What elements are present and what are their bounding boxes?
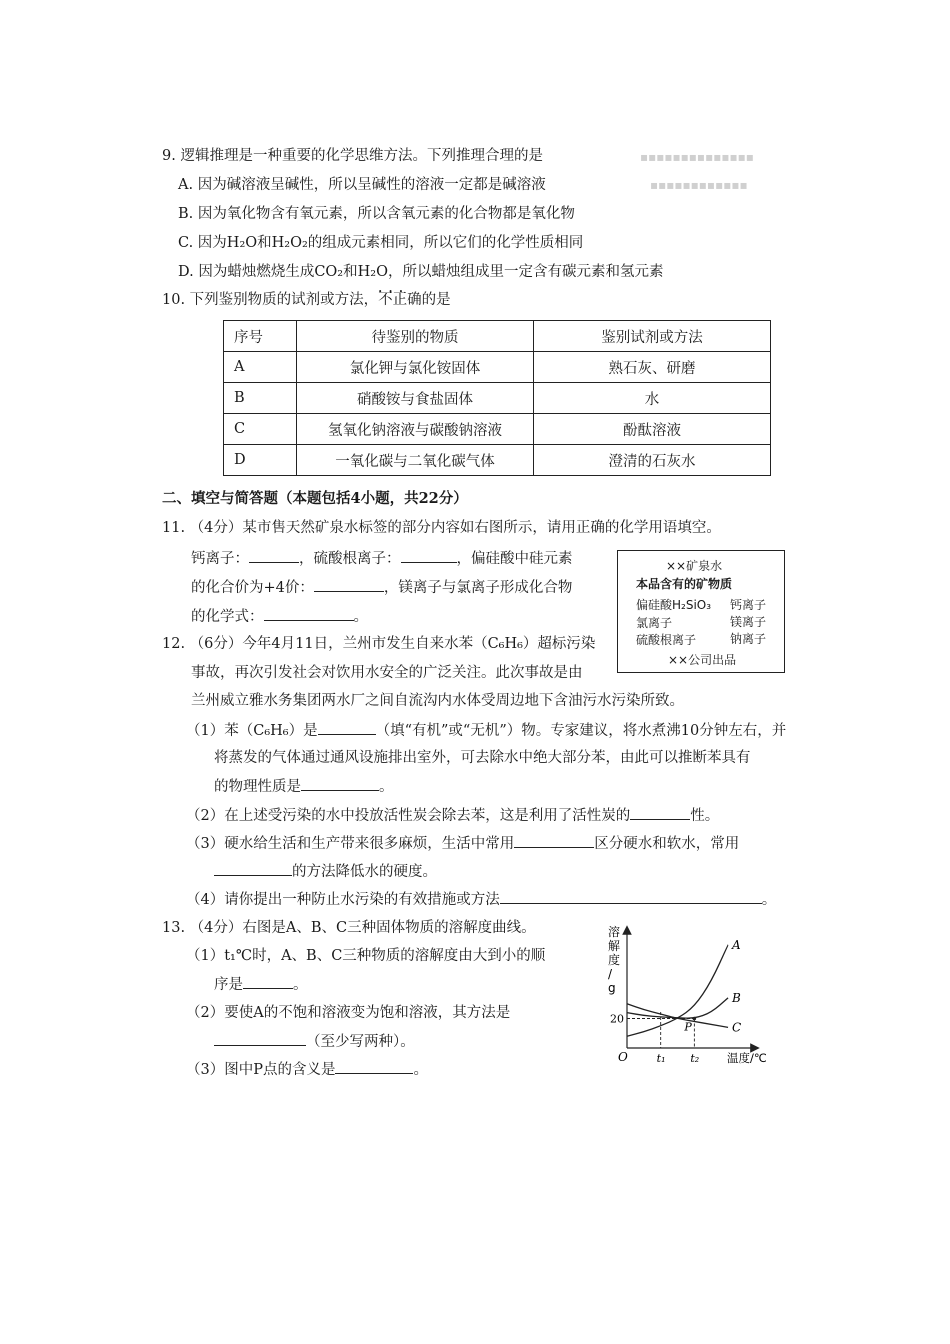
x-tick-label-t1: t₁	[656, 1052, 666, 1065]
table-cell: 酚酞溶液	[534, 414, 771, 445]
answer-blank[interactable]	[264, 606, 354, 621]
q12-part1	[186, 720, 786, 741]
q13-part1: （1）t₁℃时，A、B、C三种物质的溶解度由大到小的顺	[186, 948, 546, 964]
label-footer: ××公司出品	[668, 653, 737, 667]
answer-blank[interactable]	[214, 861, 292, 876]
q11-line3	[191, 606, 368, 627]
x-axis-label: 温度/℃	[727, 1051, 767, 1065]
q13-part2-cont	[214, 1031, 415, 1052]
table-cell: 硝酸铵与食盐固体	[297, 383, 534, 414]
table-cell: A	[224, 352, 297, 383]
table-cell: 澄清的石灰水	[534, 445, 771, 476]
label-subtitle: 本品含有的矿物质	[636, 577, 733, 591]
q11-text: 的化合价为+4价：	[191, 580, 314, 596]
q11-line1	[191, 548, 573, 569]
answer-blank[interactable]	[249, 548, 299, 563]
section-heading: 二、填空与简答题（本题包括4小题，共22分）	[162, 490, 468, 507]
label-item: 钙离子	[730, 598, 767, 612]
label-item: 硫酸根离子	[636, 633, 697, 647]
label-title: ××矿泉水	[666, 559, 723, 573]
q12-line1: 12. （6分）今年4月11日，兰州市发生自来水苯（C₆H₆）超标污染	[162, 636, 596, 652]
series-label-A: A	[732, 937, 741, 952]
q10-table	[223, 320, 771, 476]
table-header: 序号	[224, 321, 297, 352]
answer-blank[interactable]	[630, 805, 690, 820]
q11-text: 。	[353, 609, 368, 625]
q12-part4	[186, 889, 776, 910]
y-tick-label: 20	[610, 1012, 624, 1026]
answer-blank[interactable]	[243, 974, 293, 989]
q12-part1-end	[214, 776, 394, 797]
q13-part3	[186, 1059, 428, 1080]
q12-text: （2）在上述受污染的水中投放活性炭会除去苯，这是利用了活性炭的	[186, 808, 631, 824]
answer-blank[interactable]	[514, 833, 594, 848]
q12-text: （1）苯（C₆H₆）是	[186, 723, 318, 739]
q12-line2: 事故，再次引发社会对饮用水安全的广泛关注。此次事故是由	[191, 665, 583, 681]
q13-part1-cont	[214, 974, 308, 995]
point-p-label: P	[684, 1020, 692, 1034]
label-item: 镁离子	[730, 615, 767, 629]
q11-text: ，偏硅酸中硅元素	[456, 551, 573, 567]
q12-text: （4）请你提出一种防止水污染的有效措施或方法	[186, 892, 500, 908]
q12-text: 。	[761, 892, 777, 908]
q13-text: （3）图中P点的含义是	[186, 1062, 336, 1078]
q12-text: 。	[379, 779, 394, 795]
answer-blank[interactable]	[500, 889, 762, 904]
q9-option-a: A. 因为碱溶液呈碱性，所以呈碱性的溶液一定都是碱溶液	[178, 177, 546, 193]
table-row	[224, 383, 771, 414]
q12-line3: 兰州威立雅水务集团两水厂之间自流沟内水体受周边地下含油污水污染所致。	[191, 693, 684, 709]
q12-text: 的物理性质是	[214, 779, 301, 795]
q12-part3-cont	[214, 861, 437, 882]
series-label-C: C	[732, 1020, 742, 1035]
table-cell: 氢氧化钠溶液与碳酸钠溶液	[297, 414, 534, 445]
answer-blank[interactable]	[401, 548, 457, 563]
q10-stem-pre: 10. 下列鉴别物质的试剂或方法，	[162, 292, 379, 308]
answer-blank[interactable]	[301, 776, 379, 791]
q11-text: 钙离子：	[191, 551, 249, 567]
q11-line2	[191, 577, 572, 598]
q12-part3	[186, 833, 739, 854]
q11-stem: 11. （4分）某市售天然矿泉水标签的部分内容如右图所示，请用正确的化学用语填空。	[162, 520, 721, 536]
answer-blank[interactable]	[314, 577, 384, 592]
label-item: 偏硅酸H₂SiO₃	[636, 598, 712, 612]
mineral-water-label	[617, 550, 785, 673]
series-line-A	[627, 945, 728, 1036]
answer-blank[interactable]	[335, 1059, 413, 1074]
q9-stem: 9. 逻辑推理是一种重要的化学思维方法。下列推理合理的是	[162, 148, 543, 164]
bleed-through-text: ▪▪▪▪▪▪▪▪▪▪▪▪▪▪	[640, 150, 754, 164]
table-header: 待鉴别的物质	[297, 321, 534, 352]
q9-option-c: C. 因为H₂O和H₂O₂的组成元素相同，所以它们的化学性质相同	[178, 235, 584, 251]
y-axis-label: 溶解度/ g	[608, 925, 621, 995]
answer-blank[interactable]	[318, 720, 376, 735]
series-line-B	[627, 998, 728, 1018]
q12-text: （填“有机”或“无机”）物。专家建议，将水煮沸10分钟左右，并	[375, 723, 787, 739]
q11-text: ，硫酸根离子：	[299, 551, 401, 567]
q10-stem-post: 的是	[421, 292, 451, 308]
label-item: 氯离子	[636, 616, 673, 630]
series-label-B: B	[732, 990, 741, 1005]
q13-text: （至少写两种）。	[306, 1034, 415, 1050]
q10-stem	[162, 290, 451, 310]
solubility-curve-chart	[605, 920, 775, 1070]
q11-text: 的化学式：	[191, 609, 264, 625]
table-cell: B	[224, 383, 297, 414]
q12-part2	[186, 805, 719, 826]
q12-text: 区分硬水和软水，常用	[594, 836, 740, 852]
origin-label: O	[618, 1050, 628, 1064]
label-item: 钠离子	[730, 632, 767, 646]
q10-stem-emphasis: 不正确 • • •	[378, 292, 422, 308]
q13-text: 序是	[214, 977, 243, 993]
table-header-row	[224, 321, 771, 352]
q13-text: 。	[293, 977, 308, 993]
q12-part1-cont: 将蒸发的气体通过通风设施排出室外，可去除水中绝大部分苯，由此可以推断苯具有	[214, 750, 751, 766]
point-p	[693, 1017, 697, 1021]
table-cell: C	[224, 414, 297, 445]
answer-blank[interactable]	[214, 1031, 306, 1046]
q12-text: 的方法降低水的硬度。	[292, 864, 437, 880]
table-cell: D	[224, 445, 297, 476]
bleed-through-text: ▪▪▪▪▪▪▪▪▪▪▪▪	[650, 178, 748, 192]
table-cell: 水	[534, 383, 771, 414]
table-cell: 一氧化碳与二氧化碳气体	[297, 445, 534, 476]
q13-part2: （2）要使A的不饱和溶液变为饱和溶液，其方法是	[186, 1005, 511, 1021]
table-row	[224, 445, 771, 476]
table-cell: 氯化钾与氯化铵固体	[297, 352, 534, 383]
q13-text: 。	[413, 1062, 428, 1078]
q9-option-d: D. 因为蜡烛燃烧生成CO₂和H₂O，所以蜡烛组成里一定含有碳元素和氢元素	[178, 264, 664, 280]
q13-stem: 13. （4分）右图是A、B、C三种固体物质的溶解度曲线。	[162, 920, 536, 936]
table-row	[224, 352, 771, 383]
table-row	[224, 414, 771, 445]
table-header: 鉴别试剂或方法	[534, 321, 771, 352]
q12-text: 性。	[690, 808, 720, 824]
q11-text: ，镁离子与氯离子形成化合物	[383, 580, 573, 596]
q12-text: （3）硬水给生活和生产带来很多麻烦，生活中常用	[186, 836, 515, 852]
x-tick-label-t2: t₂	[690, 1052, 700, 1065]
table-cell: 熟石灰、研磨	[534, 352, 771, 383]
q9-option-b: B. 因为氧化物含有氧元素，所以含氧元素的化合物都是氧化物	[178, 206, 575, 222]
